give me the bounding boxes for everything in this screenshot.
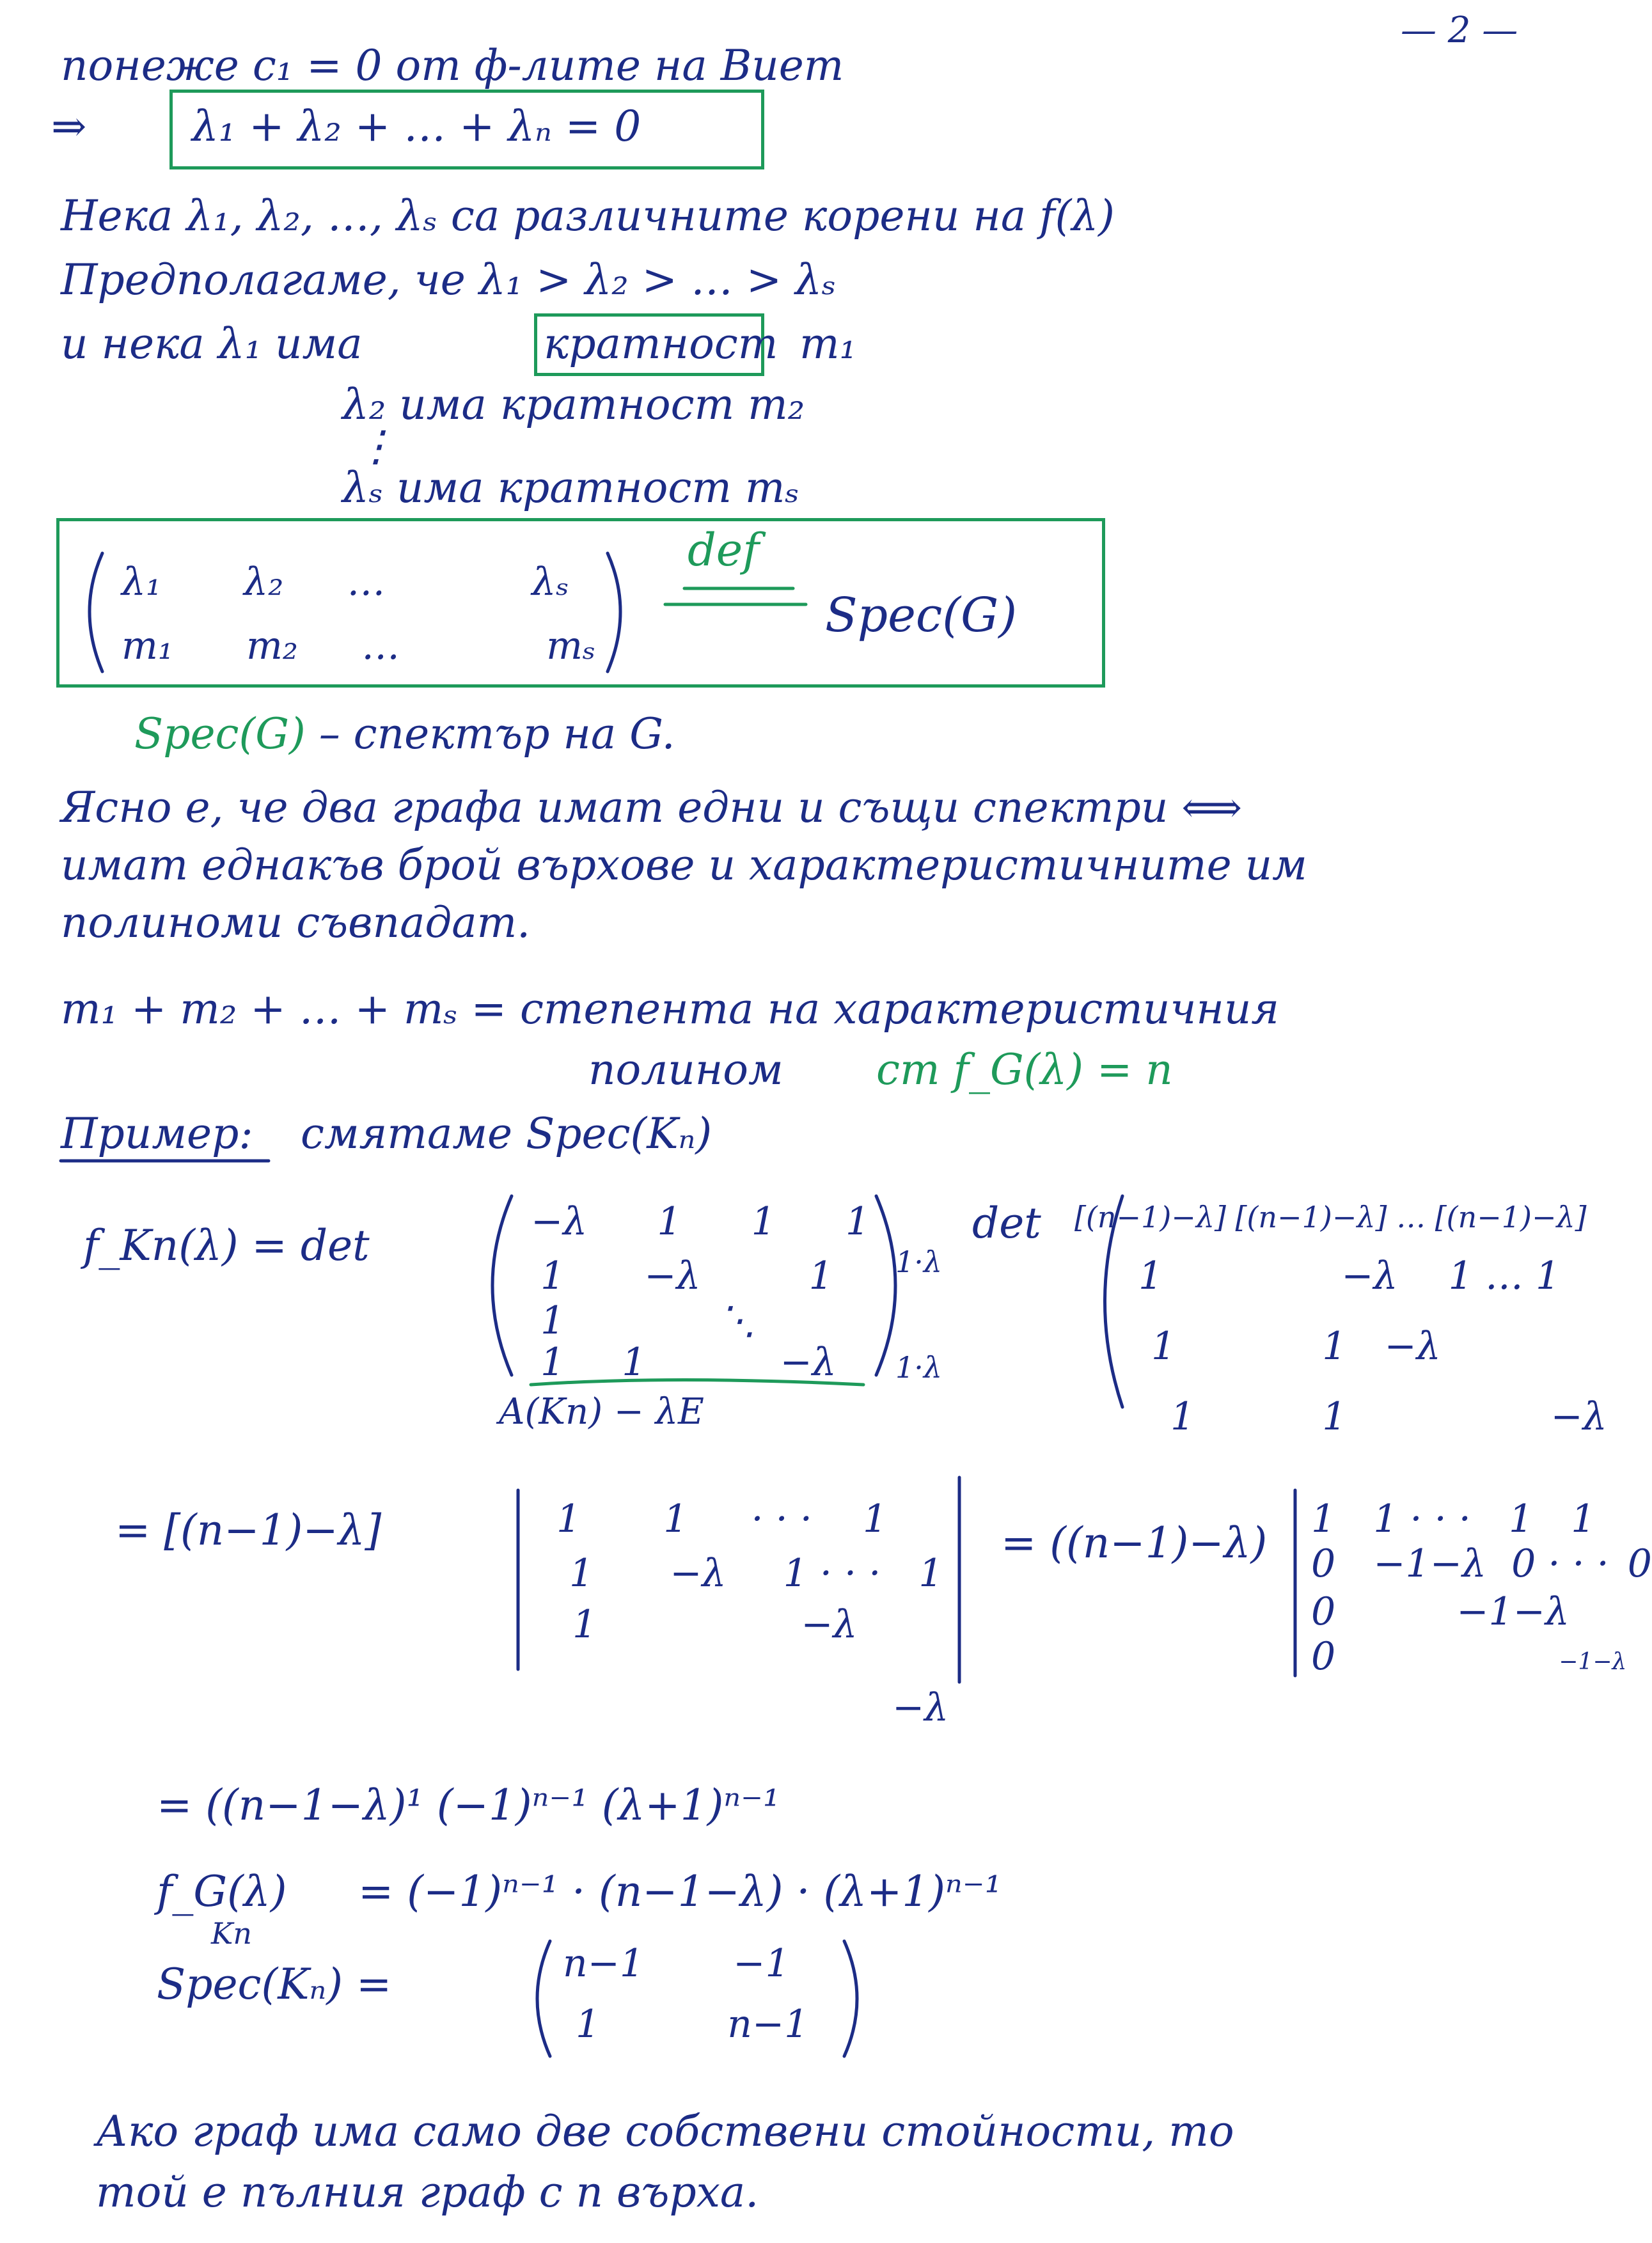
multiplicity-sum: m₁ + m₂ + … + mₛ = степента на характеристичния xyxy=(61,984,1280,1034)
eq2-m2-cell: −1−λ xyxy=(1456,1589,1570,1634)
eq2-m-cell: 1 xyxy=(569,1551,594,1596)
eq1-right-paren xyxy=(876,1196,895,1375)
eq1-det2: det xyxy=(972,1199,1041,1248)
eq1-matrix-row3 xyxy=(540,1298,757,1343)
eq1-m-cell: 1 xyxy=(540,1254,565,1298)
eq2-lhs: = [(n−1)−λ] xyxy=(115,1506,382,1555)
eq5-row2 xyxy=(576,2002,809,2047)
eq2-matrix-row3 xyxy=(572,1602,858,1647)
eq2-m-cell: 1 xyxy=(918,1551,943,1596)
line-distinct-roots: Нека λ₁, λ₂, …, λₛ са различните корени на f(λ) xyxy=(61,191,1115,240)
row-op-1: 1·λ xyxy=(895,1245,943,1279)
eq1-lhs: f_Kn(λ) = det xyxy=(83,1221,370,1270)
eq2-m2-row2 xyxy=(1311,1541,1652,1586)
eq2-m-cell: −λ xyxy=(670,1551,727,1596)
eq1-m2-cell: −λ xyxy=(1384,1324,1441,1369)
eq1-m-cell: −λ xyxy=(531,1199,588,1244)
eq2-m2-cell: 0 xyxy=(1627,1541,1652,1586)
line-ordering: Предполагаме, че λ₁ > λ₂ > … > λₛ xyxy=(61,255,837,304)
spec-lambda-2: λ₂ xyxy=(244,560,284,604)
line-multiplicity-s: λₛ има кратност mₛ xyxy=(342,463,799,512)
eq1-m2-row3 xyxy=(1151,1324,1441,1369)
eq2-matrix-row1 xyxy=(556,1497,888,1541)
eq4-rhs: = (−1)ⁿ⁻¹ · (n−1−λ) · (λ+1)ⁿ⁻¹ xyxy=(358,1867,1002,1916)
eq3: = ((n−1−λ)¹ (−1)ⁿ⁻¹ (λ+1)ⁿ⁻¹ xyxy=(157,1781,780,1830)
eq1-m-cell: 1 xyxy=(622,1340,647,1385)
eq2-m2-cell: −1−λ xyxy=(1373,1541,1487,1586)
multiplicity-word: кратност xyxy=(544,319,778,368)
eq1-m2-cell: −λ xyxy=(1550,1394,1607,1439)
eq1-m-cell: 1 xyxy=(808,1254,833,1298)
spec-g-rhs: Spec(G) xyxy=(825,588,1018,643)
spec-m-2: m₂ xyxy=(246,624,298,668)
eq2-m2-row1 xyxy=(1311,1497,1596,1541)
eq1-m2-row1: [(n−1)−λ] [(n−1)−λ] … [(n−1)−λ] xyxy=(1074,1200,1587,1234)
eq1-m2-cell: 1 xyxy=(1322,1324,1347,1369)
eq2-m-cell: · · · xyxy=(751,1497,812,1541)
eq2-m2-cell: 0 · · · xyxy=(1511,1541,1609,1586)
eq1-matrix-row2 xyxy=(540,1254,833,1298)
eq1-m-cell: 1 xyxy=(657,1199,682,1244)
eq5-left-paren xyxy=(537,1941,550,2056)
eq2-m2-row4 xyxy=(1311,1634,1627,1679)
para-line-3: полиноми съвпадат. xyxy=(61,898,531,947)
multiplicity-1: m₁ xyxy=(799,319,857,368)
eq5-row1 xyxy=(563,1941,790,1986)
eq2-m-cell: 1 xyxy=(556,1497,581,1541)
eq1-m2-cell: 1 xyxy=(1322,1394,1347,1439)
eq1-m2-cell: 1 xyxy=(1170,1394,1195,1439)
eq1-left-paren xyxy=(492,1196,512,1375)
para-line-1: Ясно е, че два графа имат едни и същи спектри ⟺ xyxy=(61,783,1242,832)
row-op-2: 1·λ xyxy=(895,1350,943,1385)
vertical-dots: ⋮ xyxy=(355,421,397,471)
line-multiplicity-1-start: и нека λ₁ има xyxy=(61,319,363,368)
implies-arrow: ⇒ xyxy=(51,102,87,151)
eq5-cell: n−1 xyxy=(727,2002,809,2047)
eq5-cell: −1 xyxy=(733,1941,790,1986)
spec-lambda-s: λₛ xyxy=(531,560,569,604)
eq1-m-cell: −λ xyxy=(644,1254,701,1298)
eq5-right-paren xyxy=(844,1941,857,2056)
eq2-m2-cell: 0 xyxy=(1311,1589,1336,1634)
eq2-matrix-row2 xyxy=(569,1551,943,1596)
eq2-m2-cell: −1−λ xyxy=(1559,1649,1627,1675)
eq1-m-cell: 1 xyxy=(751,1199,776,1244)
eq1-m2-cell: 1 … 1 xyxy=(1448,1254,1561,1298)
eq1-m2-cell: 1 xyxy=(1138,1254,1163,1298)
spec-caption-term: Spec(G) xyxy=(134,709,306,759)
spec-matrix-row2 xyxy=(122,624,596,668)
line-multiplicity-2: λ₂ има кратност m₂ xyxy=(342,380,805,429)
eq1-m2-row4 xyxy=(1170,1394,1607,1439)
example-text: смятаме Spec(Kₙ) xyxy=(301,1109,712,1158)
page-number: — 2 — xyxy=(1401,10,1518,51)
eq1-m-cell: 1 xyxy=(540,1298,565,1343)
eq5-lhs: Spec(Kₙ) = xyxy=(157,1960,392,2009)
eq2-m2-cell: 1 xyxy=(1508,1497,1534,1541)
eq4-sub: Kn xyxy=(211,1916,252,1951)
example-label: Пример: xyxy=(61,1109,253,1158)
spec-lambda-1: λ₁ xyxy=(122,560,162,604)
eq2-m-cell: 1 xyxy=(862,1497,888,1541)
polynomial-word: полином xyxy=(588,1045,783,1094)
eigen-sum-formula: λ₁ + λ₂ + … + λₙ = 0 xyxy=(192,102,641,151)
eq2-m-cell: 1 · · · xyxy=(783,1551,881,1596)
eq2-m2-cell: 1 xyxy=(1311,1497,1336,1541)
eq1-m2-cell: 1 xyxy=(1151,1324,1176,1369)
eq2-m2-cell: 1 · · · xyxy=(1373,1497,1471,1541)
para-line-2: имат еднакъв брой върхове и характеристичните им xyxy=(61,840,1307,890)
eq2-m-cell: −λ xyxy=(801,1602,858,1647)
eq2-m2-cell: 0 xyxy=(1311,1541,1336,1586)
eq1-m-cell: −λ xyxy=(780,1340,837,1385)
eq2-m2-row3 xyxy=(1311,1589,1570,1634)
spec-m-s: mₛ xyxy=(546,624,596,668)
eq2-m-cell: 1 xyxy=(663,1497,688,1541)
eq2-m2-cell: 1 xyxy=(1571,1497,1596,1541)
degree-note: ст f_G(λ) = n xyxy=(876,1045,1173,1094)
eq1-m2-row2 xyxy=(1138,1254,1561,1298)
spec-caption-text: – спектър на G. xyxy=(319,709,675,759)
eq2-matrix-row4: −λ xyxy=(892,1685,949,1730)
eq1-under-label: A(Kn) − λE xyxy=(499,1391,704,1433)
eq1-matrix-row1 xyxy=(531,1199,870,1244)
spec-m-dots: … xyxy=(361,624,400,668)
spec-caption xyxy=(134,709,675,759)
eq2-m2-cell: 0 xyxy=(1311,1634,1336,1679)
eq4-lhs: f_G(λ) xyxy=(157,1867,287,1916)
spec-m-1: m₁ xyxy=(122,624,173,668)
eq5-cell: n−1 xyxy=(563,1941,645,1986)
eq1-m-cell: ⋱ xyxy=(718,1298,757,1343)
eq1-m2-cell: −λ xyxy=(1341,1254,1398,1298)
conclusion-line-1: Ако граф има само две собствени стойности, то xyxy=(96,2107,1234,2156)
spec-lambda-dots: … xyxy=(347,560,386,604)
conclusion-line-2: той е пълния граф с n върха. xyxy=(96,2168,759,2217)
line-vieta: понеже c₁ = 0 от ф-лите на Виет xyxy=(61,41,844,90)
eq1-matrix-row4 xyxy=(540,1340,837,1385)
eq2-mid: = ((n−1)−λ) xyxy=(1001,1518,1268,1568)
eq1-m-cell: 1 xyxy=(540,1340,565,1385)
eq2-m-cell: 1 xyxy=(572,1602,597,1647)
eq5-cell: 1 xyxy=(576,2002,601,2047)
def-label: def xyxy=(688,524,760,576)
eq1-m-cell: 1 xyxy=(845,1199,870,1244)
spec-matrix-row1 xyxy=(122,560,569,604)
